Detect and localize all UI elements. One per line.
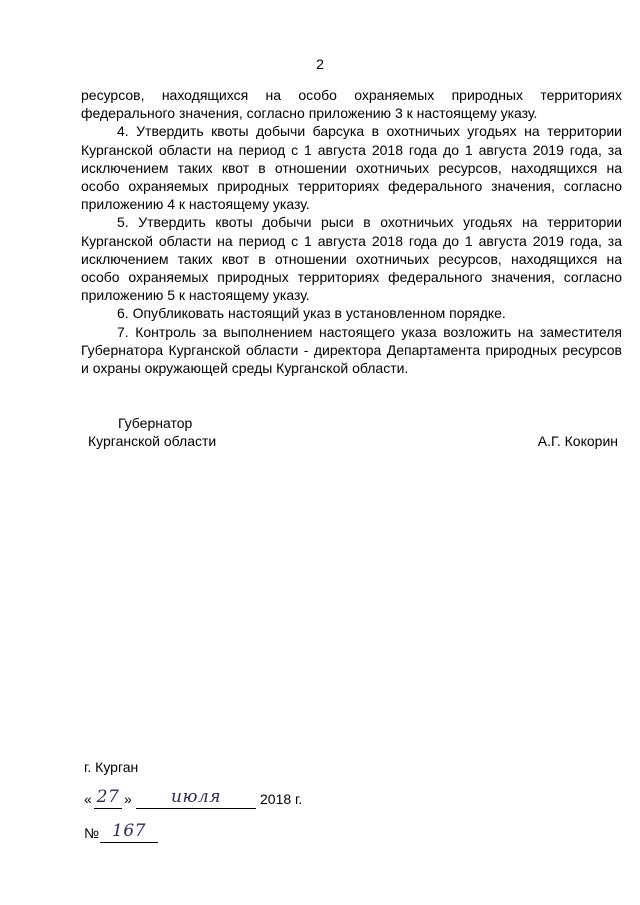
date-quote-open: « [84, 791, 92, 807]
date-day-slot [94, 788, 122, 809]
paragraph-7: 7. Контроль за выполнением настоящего указа возложить на заместителя Губернатора Курганской области - директора Департамента природных ресурсов и охраны окружающей среды Курганской области. [81, 323, 622, 377]
date-month-slot [136, 788, 256, 809]
document-number [84, 821, 204, 848]
paragraph-continuation: ресурсов, находящихся на особо охраняемых природных территориях федерального значения, согласно приложению 3 к настоящему указу. [81, 87, 622, 122]
signatory-title-line1: Губернатор [118, 415, 193, 431]
date-month-handwritten: июля [171, 787, 221, 807]
issue-date [84, 787, 344, 814]
paragraph-4: 4. Утвердить квоты добычи барсука в охотничьих угодьях на территории Курганской области на период с 1 августа 2018 года до 1 августа 2019 года, за исключением таких квот в отношении охотничьих ресурсов, находящихся на особо охраняемых природных территориях федерального значения, согласно приложению 4 к настоящему указу. [81, 123, 622, 213]
number-sign: № [84, 825, 100, 841]
signatory-title-line2: Курганской области [88, 433, 217, 449]
number-slot [100, 822, 158, 843]
date-quote-close: » [124, 791, 132, 807]
document-body [81, 86, 622, 377]
page-number: 2 [316, 56, 324, 72]
number-handwritten: 167 [112, 821, 146, 841]
paragraph-6: 6. Опубликовать настоящий указ в установленном порядке. [117, 305, 506, 322]
issue-city: г. Курган [84, 759, 139, 775]
signatory-name: А.Г. Кокорин [537, 433, 618, 449]
date-day-handwritten: 27 [96, 787, 120, 807]
date-year: 2018 г. [260, 791, 303, 807]
paragraph-5: 5. Утвердить квоты добычи рыси в охотничьих угодьях на территории Курганской области на период с 1 августа 2018 года до 1 августа 2019 года, за исключением таких квот в отношении охотничьих ресурсов, находящихся на особо охраняемых природных территориях федерального значения, согласно приложению 5 к настоящему указу. [81, 214, 622, 304]
